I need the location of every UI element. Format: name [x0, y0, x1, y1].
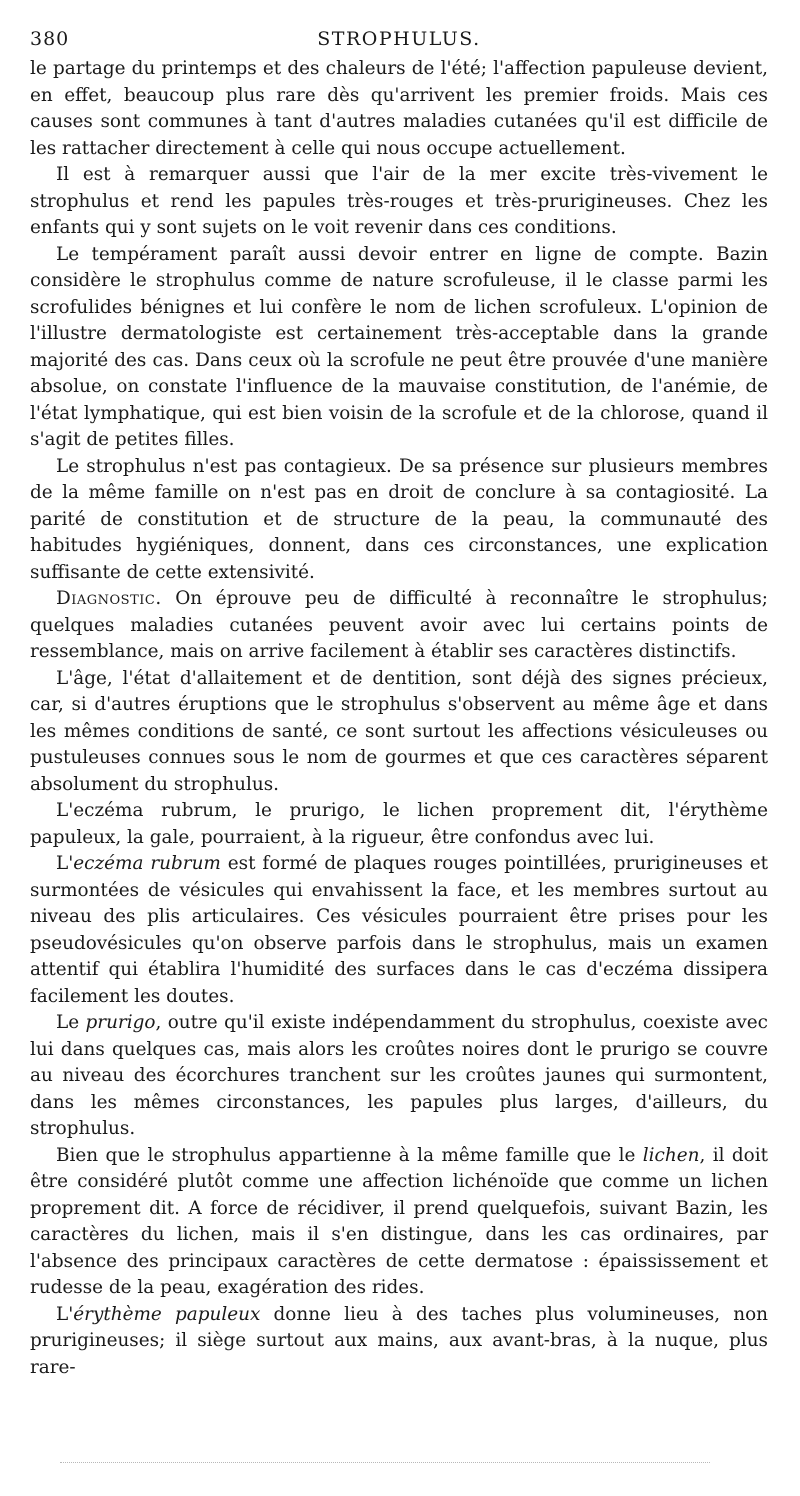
term-lichen: lichen: [642, 1144, 700, 1166]
paragraph-differentials: L'eczéma rubrum, le prurigo, le lichen proprement dit, l'érythème papuleux, la gale, pourraient, à la rigueur, être confondus avec lui.: [30, 800, 768, 848]
paragraph-temperament: Le tempérament paraît aussi devoir entrer en ligne de compte. Bazin considère le strophulus comme de nature scrofuleuse, il le classe parmi les scrofulides bénignes et lui confère le nom de lichen scrofuleux. L'opinion de l'illustre dermatologiste est certainement très-acceptable dans la grande majorité des cas. Dans ceux où la scrofule ne peut être prouvée d'une manière absolue, on constate l'influence de la mauvaise constitution, de l'anémie, de l'état lymphatique, qui est bien voisin de la scrofule et de la chlorose, quand il s'agit de petites filles.: [30, 243, 768, 450]
term-eczema-rubrum: eczéma rubrum: [73, 853, 221, 874]
body-text: [30, 56, 768, 1381]
paragraph-sea-air: Il est à remarquer aussi que l'air de la mer excite très-vivement le strophulus et rend les papules très-rouges et très-prurigineuses. Chez les enfants qui y sont sujets on le voit revenir dans ces conditions.: [30, 164, 768, 238]
paragraph-contagion: Le strophulus n'est pas contagieux. De sa présence sur plusieurs membres de la même famille on n'est pas en droit de conclure à sa contagiosité. La parité de constitution et de structure de la peau, la communauté des habitudes hygiéniques, donnent, dans ces circonstances, une explication suffisante de cette extensivité.: [30, 455, 768, 583]
paragraph-erytheme: L'érythème papuleux donne lieu à des taches plus volumineuses, non prurigineuses; il siège surtout aux mains, aux avant-bras, à la nuque, plus rare-: [30, 1303, 768, 1378]
paragraph-prurigo: Le prurigo, outre qu'il existe indépendamment du strophulus, coexiste avec lui dans quelques cas, mais alors les croûtes noires dont le prurigo se couvre au niveau des écorchures tranchent sur les croûtes jaunes qui surmontent, dans les mêmes circonstances, les papules plus larges, d'ailleurs, du strophulus.: [30, 1012, 768, 1139]
term-erytheme-papuleux: érythème papuleux: [73, 1303, 261, 1325]
term-prurigo: prurigo: [85, 1012, 156, 1033]
page-number: 380: [30, 28, 70, 50]
paragraph-seasons: le partage du printemps et des chaleurs de l'été; l'affection papuleuse devient, en effet, beaucoup plus rare dès qu'arrivent les premier froids. Mais ces causes sont communes à tant d'autres maladies cutanées qu'il est difficile de les rattacher directement à celle qui nous occupe actuellement.: [30, 58, 768, 159]
paragraph-age: L'âge, l'état d'allaitement et de dentition, sont déjà des signes précieux, car, si d'autres éruptions que le strophulus s'observent au même âge et dans les mêmes conditions de santé, ce sont surtout les affections vésiculeuses ou pustuleuses connues sous le nom de gourmes et que ces caractères séparent absolument du strophulus.: [30, 667, 768, 795]
footer-rule: [60, 1462, 710, 1463]
paragraph-lichen: Bien que le strophulus appartienne à la même famille que le lichen, il doit être considéré plutôt comme une affection lichénoïde que comme un lichen proprement dit. A force de récidiver, il prend quelquefois, suivant Bazin, les caractères du lichen, mais il s'en distingue, dans les cas ordinaires, par l'absence des principaux caractères de cette dermatose : épaississement et rudesse de la peau, exagération des rides.: [30, 1144, 769, 1298]
document-page: [30, 22, 768, 1381]
paragraph-diagnostic: Diagnostic. On éprouve peu de difficulté à reconnaître le strophulus; quelques maladies cutanées peuvent avoir avec lui certains points de ressemblance, mais on arrive facilement à établir ses caractères distinctifs.: [30, 588, 768, 662]
paragraph-eczema: L'eczéma rubrum est formé de plaques rouges pointillées, prurigineuses et surmontées de vésicules qui envahissent la face, et les membres surtout au niveau des plis articulaires. Ces vésicules pourraient être prises pour les pseudovésicules qu'on observe parfois dans le strophulus, mais un examen attentif qui établira l'humidité des surfaces dans le cas d'eczéma dissipera facilement les doutes.: [30, 853, 768, 1007]
section-heading-diagnostic: Diagnostic.: [56, 588, 162, 609]
running-title: STROPHULUS.: [317, 28, 481, 50]
page-header: [30, 22, 768, 56]
